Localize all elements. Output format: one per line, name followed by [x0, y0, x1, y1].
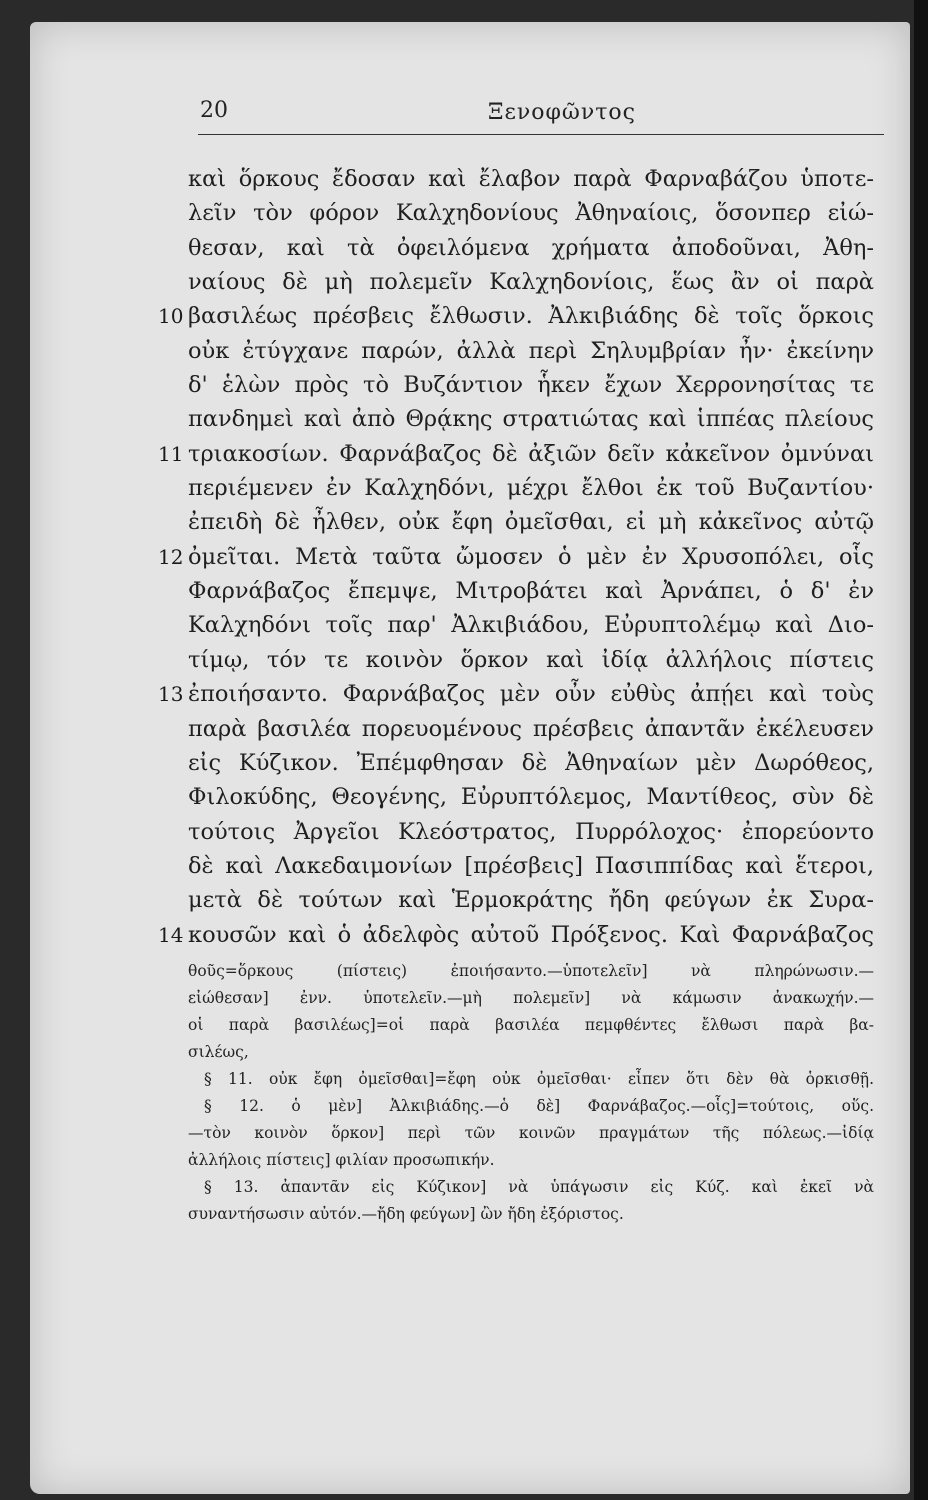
footnote-line: εἰώθεσαν] ἐνν. ὑποτελεῖν.—μὴ πολεμεῖν] νὰ κάμωσιν ἀνακωχήν.—: [188, 989, 874, 1007]
line-text: ναίους δὲ μὴ πολεμεῖν Καλχηδονίοις, ἕως ἂν οἱ παρὰ: [188, 269, 874, 296]
text-line: [158, 540, 874, 574]
line-text: καὶ ὅρκους ἔδοσαν καὶ ἔλαβον παρὰ Φαρναβάζου ὑποτε-: [188, 166, 874, 192]
footnote-line: § 12. ὁ μὲν] Ἀλκιβιάδης.—ὁ δὲ] Φαρνάβαζος.—οἷς]=τούτοις, οὕς.: [204, 1097, 874, 1115]
footnote-line: συναντήσωσιν αὐτόν.—ἤδη φεύγων] ὢν ἤδη ἐξόριστος.: [188, 1205, 624, 1223]
text-line: [188, 162, 874, 196]
line-text: τίμῳ, τόν τε κοινὸν ὅρκον καὶ ἰδίᾳ ἀλλήλοις πίστεις: [188, 646, 874, 673]
section-number: 12: [158, 544, 184, 569]
text-line: [158, 918, 874, 952]
text-line: [188, 643, 874, 677]
text-line: [188, 746, 874, 780]
line-text: τούτοις Ἀργεῖοι Κλεόστρατος, Πυρρόλοχος· ἐπορεύοντο: [188, 818, 874, 845]
text-line: [188, 231, 874, 265]
text-line: [188, 196, 874, 230]
footnote-line: ἀλλήλοις πίστεις] φιλίαν προσωπικήν.: [188, 1151, 495, 1169]
line-text: Καλχηδόνι τοῖς παρ' Ἀλκιβιάδου, Εὐρυπτολέμῳ καὶ Διο-: [188, 612, 874, 639]
text-line: [188, 505, 874, 539]
text-line: [188, 608, 874, 642]
text-line: [188, 574, 874, 608]
main-text: [158, 162, 874, 952]
line-text: οὐκ ἐτύγχανε παρών, ἀλλὰ περὶ Σηλυμβρίαν ἦν· ἐκείνην: [188, 337, 874, 364]
line-text: τριακοσίων. Φαρνάβαζος δὲ ἀξιῶν δεῖν κἀκεῖνον ὀμνύναι: [188, 440, 874, 467]
text-line: [188, 712, 874, 746]
section-number: 11: [158, 441, 184, 466]
text-line: [188, 265, 874, 299]
footnote-line: σιλέως,: [188, 1043, 249, 1061]
footnote-line: § 11. οὐκ ἔφη ὀμεῖσθαι]=ἔφη οὐκ ὀμεῖσθαι· εἶπεν ὅτι δὲν θὰ ὁρκισθῇ.: [204, 1070, 874, 1088]
section-number: 10: [158, 304, 184, 329]
binding-edge: [914, 0, 928, 1500]
line-text: θεσαν, καὶ τὰ ὀφειλόμενα χρήματα ἀποδοῦναι, Ἀθη-: [188, 234, 874, 261]
line-text: Φαρνάβαζος ἔπεμψε, Μιτροβάτει καὶ Ἀρνάπει, ὁ δ' ἐν: [188, 578, 874, 605]
text-line: [188, 402, 874, 436]
section-number: 13: [158, 682, 184, 707]
line-text: βασιλέως πρέσβεις ἔλθωσιν. Ἀλκιβιάδης δὲ τοῖς ὅρκοις: [188, 303, 874, 330]
line-text: περιέμενεν ἐν Καλχηδόνι, μέχρι ἔλθοι ἐκ τοῦ Βυζαντίου·: [188, 475, 874, 502]
line-text: εἰς Κύζικον. Ἐπέμφθησαν δὲ Ἀθηναίων μὲν Δωρόθεος,: [188, 749, 874, 776]
line-text: Φιλοκύδης, Θεογένης, Εὐρυπτόλεμος, Μαντίθεος, σὺν δὲ: [188, 784, 874, 811]
line-text: ἐποιήσαντο. Φαρνάβαζος μὲν οὖν εὐθὺς ἀπῄει καὶ τοὺς: [188, 681, 874, 708]
text-line: [188, 334, 874, 368]
text-line: [188, 780, 874, 814]
section-number: 14: [158, 922, 184, 947]
text-line: [188, 368, 874, 402]
line-text: κουσῶν καὶ ὁ ἀδελφὸς αὐτοῦ Πρόξενος. Καὶ Φαρνάβαζος: [188, 921, 874, 948]
page-header: [198, 98, 884, 135]
line-text: δ' ἑλὼν πρὸς τὸ Βυζάντιον ἧκεν ἔχων Χερρονησίτας τε: [188, 372, 874, 399]
footnote-line: οἱ παρὰ βασιλέως]=οἱ παρὰ βασιλέα πεμφθέντες ἔλθωσι παρὰ βα-: [188, 1016, 874, 1034]
text-line: [158, 299, 874, 333]
line-text: ὀμεῖται. Μετὰ ταῦτα ὤμοσεν ὁ μὲν ἐν Χρυσοπόλει, οἷς: [188, 543, 874, 570]
footnote-line: θοῦς=ὅρκους (πίστεις) ἐποιήσαντο.—ὑποτελεῖν] νὰ πληρώνωσιν.—: [188, 962, 874, 980]
text-line: [188, 815, 874, 849]
text-line: [158, 677, 874, 711]
line-text: παρὰ βασιλέα πορευομένους πρέσβεις ἀπαντᾶν ἐκέλευσεν: [188, 715, 874, 742]
line-text: ἐπειδὴ δὲ ἦλθεν, οὐκ ἔφη ὀμεῖσθαι, εἰ μὴ κἀκεῖνος αὐτῷ: [188, 509, 874, 536]
running-title: Ξενοφῶντος: [488, 100, 636, 125]
text-line: [158, 437, 874, 471]
text-line: [188, 883, 874, 917]
footnote-line: § 13. ἀπαντᾶν εἰς Κύζικον] νὰ ὑπάγωσιν εἰς Κύζ. καὶ ἐκεῖ νὰ: [204, 1178, 874, 1196]
footnotes: [188, 958, 874, 1228]
page-number: 20: [200, 98, 228, 123]
text-line: [188, 849, 874, 883]
text-line: [188, 471, 874, 505]
line-text: πανδημεὶ καὶ ἀπὸ Θρᾴκης στρατιώτας καὶ ἱππέας πλείους: [188, 406, 874, 433]
line-text: δὲ καὶ Λακεδαιμονίων [πρέσβεις] Πασιππίδας καὶ ἕτεροι,: [188, 852, 874, 879]
line-text: λεῖν τὸν φόρον Καλχηδονίους Ἀθηναίοις, ὅσονπερ εἰώ-: [188, 200, 874, 227]
line-text: μετὰ δὲ τούτων καὶ Ἑρμοκράτης ἤδη φεύγων ἐκ Συρα-: [188, 887, 874, 914]
footnote-line: —τὸν κοινὸν ὅρκον] περὶ τῶν κοινῶν πραγμάτων τῆς πόλεως.—ἰδίᾳ: [188, 1124, 874, 1142]
